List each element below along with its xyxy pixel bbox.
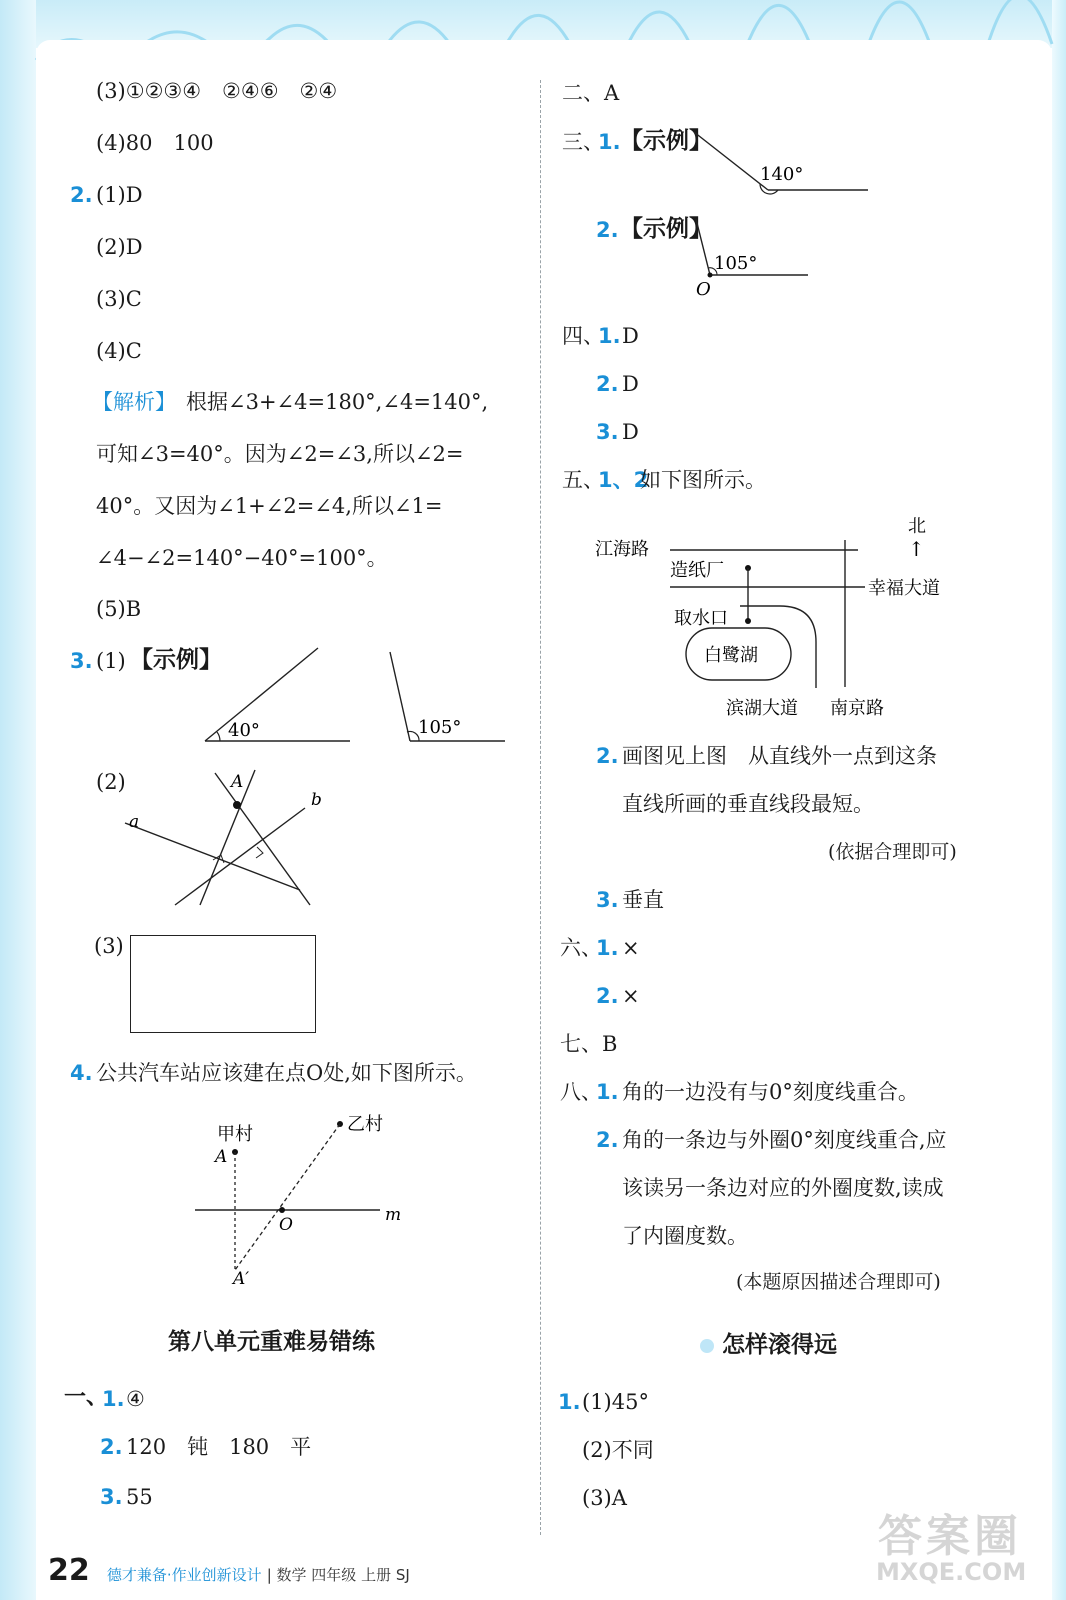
answer-line: (4)80 100 (96, 131, 214, 155)
answer-line: D (622, 324, 639, 348)
analysis-text: 40°。又因为∠1+∠2=∠4,所以∠1= (96, 494, 443, 518)
question-number: 1. (598, 324, 621, 348)
question-number: 2. (596, 744, 619, 768)
svg-text:甲村: 甲村 (217, 1124, 253, 1145)
perpendicular-figure (125, 765, 335, 910)
svg-text:↑: ↑ (908, 537, 925, 561)
answer-line: (3)A (582, 1486, 627, 1510)
svg-text:140°: 140° (760, 164, 804, 185)
question-number: 2. (596, 1128, 619, 1152)
bus-stop-figure (195, 1112, 415, 1287)
example-tag: 【示例】 (620, 216, 712, 242)
question-number: 1. (558, 1390, 581, 1414)
question-number: 3. (100, 1485, 123, 1509)
question-number: 2. (596, 372, 619, 396)
svg-text:江海路: 江海路 (595, 539, 649, 560)
answer-line: × (622, 936, 640, 960)
angle-label: 40° (228, 720, 260, 741)
answer-line: (1)45° (582, 1390, 649, 1414)
svg-text:m: m (385, 1205, 402, 1225)
answer-line: D (622, 372, 639, 396)
question-number: 1、2 (598, 468, 649, 492)
angle-40-figure (205, 648, 350, 741)
section-title: 第八单元重难易错练 (168, 1329, 375, 1355)
example-tag: 【示例】 (130, 647, 222, 673)
answer-line: 该读另一条边对应的外圈度数,读成 (622, 1176, 944, 1200)
section-label: 四、 (562, 324, 604, 348)
analysis-tag: 【解析】 (92, 390, 176, 414)
watermark-logo: 答案圈 MXQE.COM (876, 1511, 1027, 1586)
answer-line: 二、A (562, 81, 620, 105)
svg-text:幸福大道: 幸福大道 (868, 578, 940, 599)
answer-line: (2) (96, 770, 126, 794)
question-number: 1. (596, 1080, 619, 1104)
svg-text:北: 北 (908, 516, 926, 537)
answer-line: 角的一条边与外圈0°刻度线重合,应 (622, 1128, 947, 1152)
left-border (0, 0, 36, 1600)
question-number: 2. (596, 984, 619, 1008)
answer-line: (1) (96, 649, 126, 673)
analysis-text: 根据∠3+∠4=180°,∠4=140°, (186, 390, 489, 414)
answer-line: D (622, 420, 639, 444)
svg-text:a: a (129, 812, 140, 832)
svg-text:O: O (279, 1215, 293, 1235)
svg-text:南京路: 南京路 (830, 698, 884, 719)
example-tag: 【示例】 (620, 128, 712, 154)
svg-text:105°: 105° (714, 253, 758, 274)
answer-line: 如下图所示。 (640, 468, 766, 492)
rectangle-figure (130, 935, 316, 1033)
section-label: 八、 (560, 1080, 602, 1104)
question-number: 1. (596, 936, 619, 960)
book-meta: | 数学 四年级 上册 SJ (266, 1566, 410, 1584)
angle-105-right-figure (690, 215, 815, 305)
angle-label: 105° (418, 717, 462, 738)
svg-text:白鹭湖: 白鹭湖 (704, 645, 758, 666)
answer-line: 公共汽车站应该建在点O处,如下图所示。 (96, 1061, 477, 1085)
question-number: 3. (596, 888, 619, 912)
section-label: 六、 (560, 936, 602, 960)
page-number: 22 (48, 1553, 90, 1588)
answer-line: 画图见上图 从直线外一点到这条 (622, 744, 937, 768)
svg-text:A′: A′ (233, 1269, 250, 1289)
angle-105-figure (390, 652, 505, 741)
svg-text:b: b (311, 790, 322, 810)
answer-line: 直线所画的垂直线段最短。 (622, 792, 874, 816)
svg-text:A: A (231, 772, 244, 792)
section-label: 一、 (64, 1385, 109, 1410)
answer-line: (1)D (96, 183, 143, 207)
answer-line: 了内圈度数。 (622, 1224, 748, 1248)
question-number: 1. (598, 130, 621, 154)
answer-line: 垂直 (622, 888, 664, 912)
svg-text:A: A (215, 1147, 228, 1167)
answer-line: (3) (94, 934, 124, 958)
question-number: 3. (70, 649, 93, 673)
svg-text:O: O (696, 279, 711, 300)
answer-line: (5)B (96, 597, 142, 621)
question-number: 2. (70, 183, 93, 207)
svg-text:取水口: 取水口 (674, 608, 728, 629)
analysis-text: 可知∠3=40°。因为∠2=∠3,所以∠2= (96, 442, 464, 466)
answer-line: ④ (126, 1387, 145, 1411)
svg-text:滨湖大道: 滨湖大道 (726, 698, 798, 719)
section-label: 三、 (562, 130, 604, 154)
page-footer (48, 1553, 410, 1593)
answer-line: × (622, 984, 640, 1008)
angle-140-figure (690, 128, 875, 196)
map-figure (590, 510, 970, 725)
svg-text:造纸厂: 造纸厂 (670, 560, 724, 581)
question-number: 3. (596, 420, 619, 444)
right-border (1052, 0, 1066, 1600)
question-number: 2. (100, 1435, 123, 1459)
svg-text:乙村: 乙村 (347, 1114, 383, 1135)
answer-line: 角的一边没有与0°刻度线重合。 (622, 1080, 919, 1104)
answer-line: 七、B (560, 1032, 618, 1056)
bullet-icon (700, 1339, 714, 1353)
column-divider (540, 80, 541, 1535)
answer-line: (2)不同 (582, 1438, 654, 1462)
answer-line: 120 钝 180 平 (126, 1435, 312, 1459)
answer-line: (3)C (96, 287, 142, 311)
angle-figures (200, 640, 510, 750)
note-text: (依据合理即可) (828, 841, 957, 863)
answer-line: 55 (126, 1485, 153, 1509)
analysis-text: ∠4−∠2=140°−40°=100°。 (96, 546, 388, 570)
section-title: 怎样滚得远 (700, 1326, 837, 1359)
question-number: 4. (70, 1061, 93, 1085)
answer-line: (3)①②③④ ②④⑥ ②④ (96, 79, 338, 103)
section-label: 五、 (562, 468, 604, 492)
note-text: (本题原因描述合理即可) (736, 1271, 941, 1293)
answer-line: (2)D (96, 235, 143, 259)
answer-line: (4)C (96, 339, 142, 363)
question-number: 2. (596, 218, 619, 242)
question-number: 1. (102, 1387, 125, 1411)
book-brand: 德才兼备·作业创新设计 (106, 1566, 262, 1584)
